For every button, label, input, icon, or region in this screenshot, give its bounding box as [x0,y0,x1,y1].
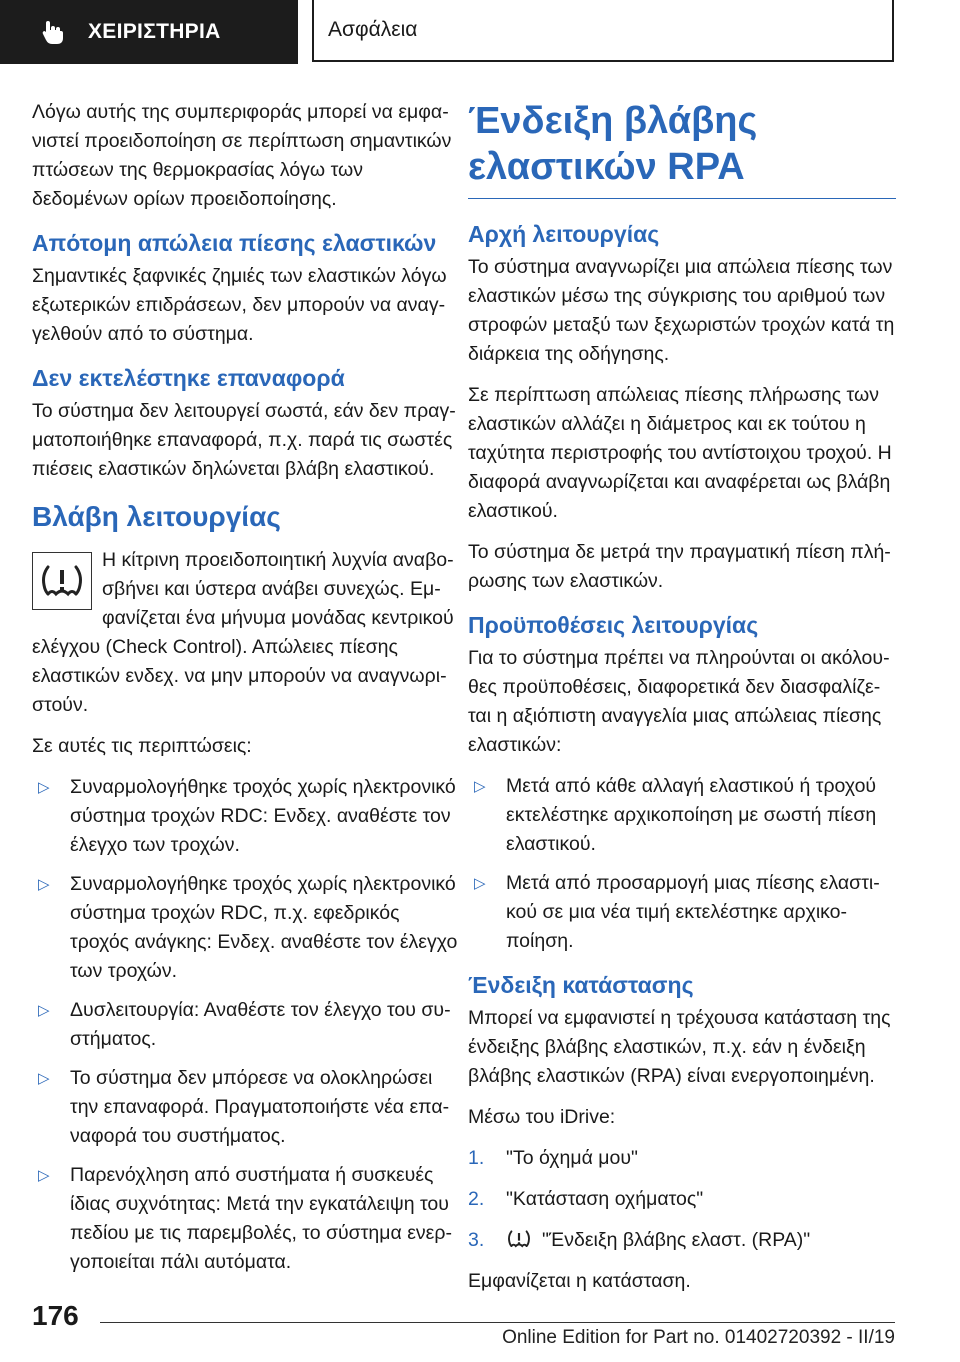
prerequisites-paragraph: Για το σύστημα πρέπει να πληρούνται οι ακόλουθες προϋποθέσεις, διαφορετικά δεν διασφαλίζεται η αξιόπιστη αναγγελία μιας απώλειας πίεσης ελαστικών: [468,647,890,756]
sudden-loss-paragraph: Σημαντικές ξαφνικές ζημιές των ελαστικών λόγω εξωτερικών επιδράσεων, δεν μπορούν να αναγγελθούν από το σύστημα. [32,265,447,345]
list-item: ▷ Το σύστημα δεν μπόρεσε να ολοκληρώσει την επαναφορά. Πραγματοποιήστε νέα επαναφορά του συστήματος. [32,1064,460,1151]
page-number: 176 [32,1300,79,1331]
left-column [32,98,460,1287]
list-item: ▷ Συναρμολογήθηκε τροχός χωρίς ηλεκτρονικό σύστημα τροχών RDC: Ενδεχ. αναθέστε τον έλεγχο των τροχών. [32,773,460,860]
list-item: ▷ Παρενόχληση από συστήματα ή συσκευές ίδιας συχνότητας: Μετά την εγκατάλειψη του πεδίου με τις παρεμβολές, το σύστημα ενεργοποιείται πάλι αυτόματα. [32,1161,460,1277]
result-text: Εμφανίζεται η κατάσταση. [468,1270,691,1292]
manual-tab[interactable] [0,0,298,64]
section-tab[interactable] [312,0,894,62]
triangle-bullet-icon: ▷ [474,778,486,795]
triangle-bullet-icon: ▷ [474,875,486,892]
principle-heading: Αρχή λειτουργίας [468,221,660,247]
list-item: ▷ Δυσλειτουργία: Αναθέστε τον έλεγχο του συστήματος. [32,996,460,1054]
hand-pointer-icon [38,17,68,47]
no-reset-paragraph: Το σύστημα δεν λειτουργεί σωστά, εάν δεν πραγματοποιήθηκε επαναφορά, π.χ. παρά τις σωστές πιέσεις ελαστικών δηλώνεται βλάβη ελαστικού. [32,400,456,480]
manual-tab-label: ΧΕΙΡΙΣΤΗΡΙΑ [88,20,221,43]
cases-list [32,773,460,1277]
tire-warning-small-icon [506,1228,532,1250]
no-reset-heading: Δεν εκτελέστηκε επαναφορά [32,365,345,391]
list-item: ▷ Μετά από προσαρμογή μιας πίεσης ελαστικού σε μια νέα τιμή εκτελέστηκε αρχικοποίηση. [468,869,896,956]
principle-paragraph-2: Σε περίπτωση απώλειας πίεσης πλήρωσης των ελαστικών αλλάζει η διάμετρος και εκ τούτου η ταχύτητα περιστροφής του αντίστοιχου τροχού. Η διαφορά αναγνωρίζεται και αναφέρεται ως βλάβη ελαστικού. [468,384,892,522]
footer-divider [100,1322,895,1323]
prerequisites-heading: Προϋποθέσεις λειτουργίας [468,612,759,638]
sudden-loss-heading: Απότομη απώλεια πίεσης ελαστικών [32,230,437,256]
list-item: ▷ Συναρμολογήθηκε τροχός χωρίς ηλεκτρονικό σύστημα τροχών RDC, π.χ. εφεδρικός τροχός ανάγκης: Ενδεχ. αναθέστε τον έλεγχο των τροχών. [32,870,460,986]
triangle-bullet-icon: ▷ [38,1167,50,1184]
list-item: 1. "Το όχημά μου" [468,1147,638,1169]
via-idrive-text: Μέσω του iDrive: [468,1106,616,1128]
status-heading: Ένδειξη κατάστασης [468,972,694,998]
section-tab-label: Ασφάλεια [328,18,418,41]
triangle-bullet-icon: ▷ [38,779,50,796]
triangle-bullet-icon: ▷ [38,1002,50,1019]
status-paragraph: Μπορεί να εμφανιστεί η τρέχουσα κατάσταση της ένδειξης βλάβης ελαστικών, π.χ. εάν η ένδειξη βλάβης ελαστικών (RPA) είναι ενεργοποιημένη. [468,1007,891,1087]
edition-footer: Online Edition for Part no. 01402720392 - II/19 [502,1327,895,1348]
right-column [468,98,896,1308]
list-item: ▷ Μετά από κάθε αλλαγή ελαστικού ή τροχού εκτελέστηκε αρχικοποίηση με σωστή πίεση ελαστικού. [468,772,896,859]
intro-paragraph: Λόγω αυτής της συμπεριφοράς μπορεί να εμφανιστεί προειδοποίηση σε περίπτωση σημαντικών πτώσεων της θερμοκρασίας λόγω των δεδομένων ορίων προειδοποίησης. [32,101,452,210]
tire-warning-icon [32,552,92,610]
rpa-main-heading: Ένδειξη βλάβης ελαστικών RPA [468,98,896,199]
prerequisites-list [468,772,896,956]
idrive-steps-list [468,1144,896,1255]
cases-intro: Σε αυτές τις περιπτώσεις: [32,735,252,757]
list-item: 2. "Κατάσταση οχήματος" [468,1188,704,1210]
list-item: 3. "Ένδειξη βλάβης ελαστ. (RPA)" [468,1229,811,1251]
triangle-bullet-icon: ▷ [38,1070,50,1087]
triangle-bullet-icon: ▷ [38,876,50,893]
principle-paragraph-1: Το σύστημα αναγνωρίζει μια απώλεια πίεσης των ελαστικών μέσω της σύγκρισης του αριθμού των στροφών μεταξύ των ξεχωριστών τροχών κατά τη διάρκεια της οδήγησης. [468,256,895,365]
principle-paragraph-3: Το σύστημα δε μετρά την πραγματική πίεση πλήρωσης των ελαστικών. [468,541,891,592]
malfunction-heading: Βλάβη λειτουργίας [32,501,281,532]
malfunction-paragraph: Η κίτρινη προειδοποιητική λυχνία αναβοσβήνει και ύστερα ανάβει συνεχώς. Εμφανίζεται ένα μήνυμα μονάδας κεντρικού ελέγχου (Check Control). Απώλειες πίεσης ελαστικών ενδεχ. να μην μπορούν να αναγνωριστούν. [32,549,454,716]
